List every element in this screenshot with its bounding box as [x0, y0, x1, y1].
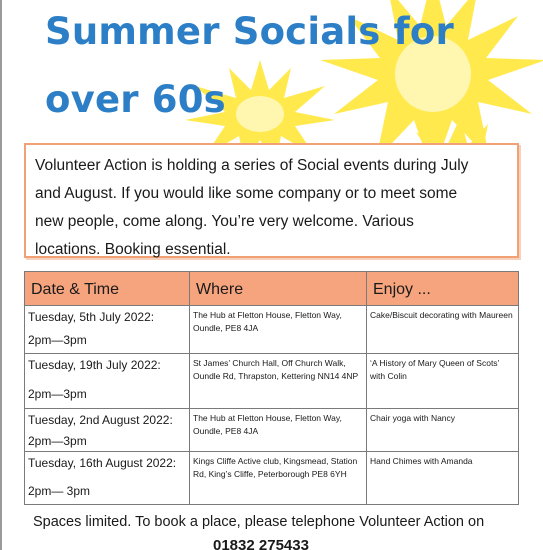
- event-location: The Hub at Fletton House, Fletton Way, Oundle, PE8 4JA: [193, 310, 342, 333]
- table-header-row: [25, 272, 519, 306]
- event-time: 2pm— 3pm: [28, 484, 91, 498]
- cell-enjoy: [367, 354, 519, 409]
- cell-date-time: [25, 354, 190, 409]
- intro-line: Volunteer Action is holding a series of Social events during July: [35, 157, 469, 174]
- cell-enjoy: [367, 306, 519, 354]
- cell-date-time: [25, 452, 190, 505]
- cell-where: [190, 409, 367, 452]
- intro-line: and August. If you would like some company or to meet some: [35, 185, 458, 202]
- cell-enjoy: [367, 452, 519, 505]
- event-location: Kings Cliffe Active club, Kingsmead, Station Rd, King’s Cliffe, Peterborough PE8 6YH: [193, 456, 358, 479]
- intro-box: [24, 143, 519, 258]
- event-date: Tuesday, 2nd August 2022:: [28, 413, 173, 427]
- event-date: Tuesday, 19th July 2022:: [28, 358, 161, 372]
- event-location: St James’ Church Hall, Off Church Walk, Oundle Rd, Thrapston, Kettering NN14 4NP: [193, 358, 359, 381]
- event-date: Tuesday, 16th August 2022:: [28, 456, 177, 470]
- intro-line: locations. Booking essential.: [35, 241, 231, 258]
- event-time: 2pm—3pm: [28, 387, 87, 401]
- header-enjoy: Enjoy ...: [367, 272, 519, 306]
- intro-line: new people, come along. You’re very welcome. Various: [35, 213, 414, 230]
- event-time: 2pm—3pm: [28, 333, 87, 347]
- cell-where: [190, 452, 367, 505]
- page-title-line-2: over 60s: [45, 78, 226, 121]
- page-edge: [0, 0, 2, 550]
- cell-date-time: [25, 409, 190, 452]
- event-activity: Hand Chimes with Amanda: [370, 456, 473, 466]
- table-row: [25, 409, 519, 452]
- booking-phone-number: 01832 275433: [213, 537, 309, 550]
- cell-where: [190, 306, 367, 354]
- cell-where: [190, 354, 367, 409]
- page-title: Summer Socials for: [45, 10, 454, 53]
- table-row: [25, 452, 519, 505]
- header-where: Where: [190, 272, 367, 306]
- events-table: [24, 271, 519, 505]
- event-activity: Cake/Biscuit decorating with Maureen: [370, 310, 513, 320]
- booking-instructions: Spaces limited. To book a place, please telephone Volunteer Action on: [33, 514, 485, 530]
- event-activity: Chair yoga with Nancy: [370, 413, 456, 423]
- event-time: 2pm—3pm: [28, 434, 87, 448]
- header-date-time: Date & Time: [25, 272, 190, 306]
- table-row: [25, 306, 519, 354]
- event-location: The Hub at Fletton House, Fletton Way, Oundle, PE8 4JA: [193, 413, 342, 436]
- event-date: Tuesday, 5th July 2022:: [28, 310, 155, 324]
- event-activity: ‘A History of Mary Queen of Scots’ with Colin: [370, 358, 500, 381]
- cell-enjoy: [367, 409, 519, 452]
- table-row: [25, 354, 519, 409]
- cell-date-time: [25, 306, 190, 354]
